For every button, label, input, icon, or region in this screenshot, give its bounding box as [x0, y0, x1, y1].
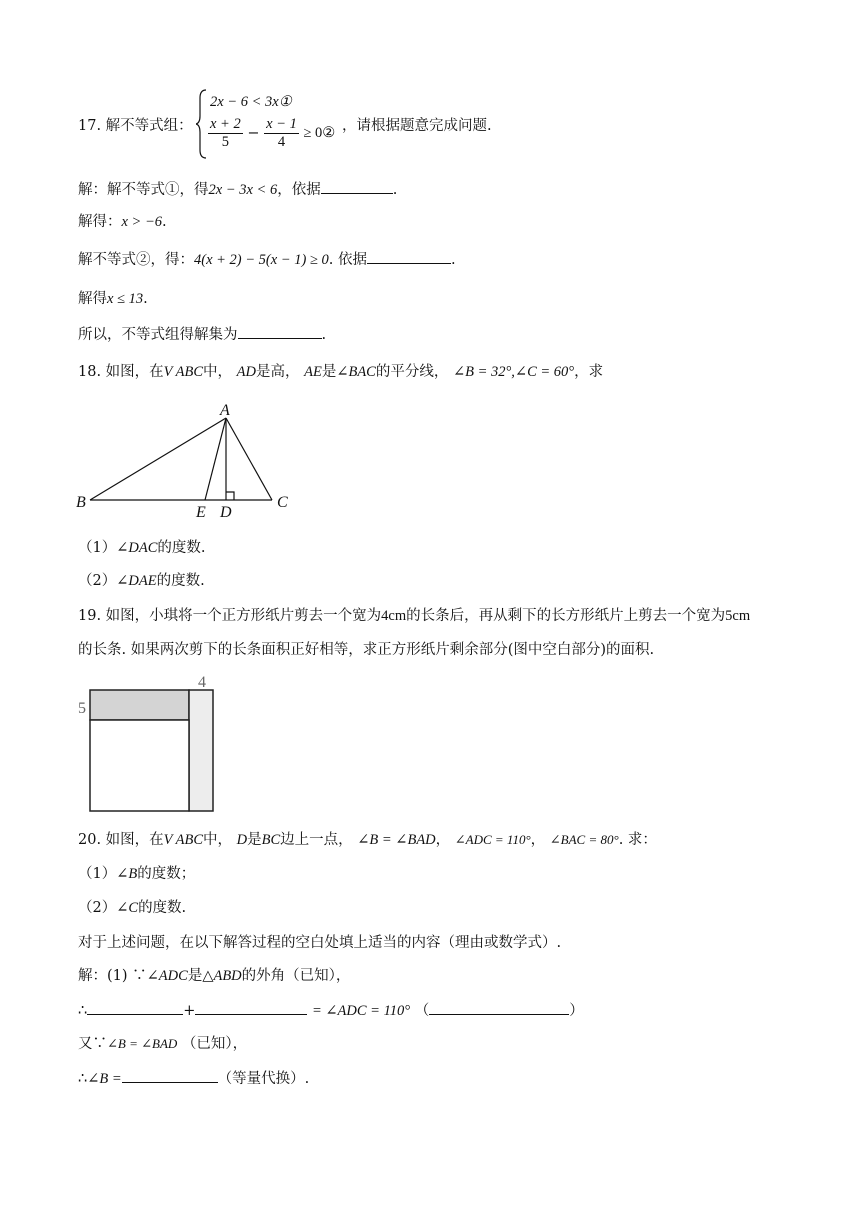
q17-step1: 解：解不等式①，得2x − 3x < 6，依据 .	[78, 179, 397, 200]
q17-step3: 解不等式②，得：4(x + 2) − 5(x − 1) ≥ 0. 依据 .	[78, 249, 456, 270]
q20-sol4: ∴∠B = （等量代换）.	[78, 1068, 309, 1089]
q18-part2: （2）∠DAE的度数.	[78, 573, 205, 589]
q19-square-figure	[76, 672, 222, 816]
blank-q20-2[interactable]	[195, 1000, 307, 1015]
bisector-ae	[205, 418, 226, 500]
q17-trail: ，请根据题意完成问题.	[342, 118, 492, 134]
blank-q17-3[interactable]	[238, 324, 322, 339]
q18-part1: （1）∠DAC的度数.	[78, 540, 206, 556]
blank-q17-2[interactable]	[367, 249, 451, 264]
blank-q20-1[interactable]	[87, 1000, 183, 1015]
label-D: D	[220, 504, 232, 521]
q18-triangle-figure	[74, 398, 304, 522]
q20-instruction: 对于上述问题，在以下解答过程的空白处填上适当的内容（理由或数学式）.	[78, 935, 562, 951]
strip-5cm	[90, 690, 189, 720]
blank-q17-1[interactable]	[321, 179, 393, 194]
q19-line1: 19. 如图，小琪将一个正方形纸片剪去一个宽为4cm的长条后，再从剩下的长方形纸片上剪去一个宽为5cm	[78, 608, 751, 624]
side-ac	[226, 418, 272, 500]
strip-4cm	[189, 690, 213, 811]
q17-ineq2: $\frac{x + 2}{5}$ − $\frac{x - 1}{4}$ ≥ 0②	[210, 116, 336, 150]
q17-frac1: $\frac{x + 2}{5}$	[210, 116, 241, 150]
q20-sol1: 解：(1) ∵∠ADC是△ABD的外角（已知），	[78, 968, 351, 984]
q19-line2: 的长条. 如果两次剪下的长条面积正好相等，求正方形纸片剩余部分(图中空白部分)的面积.	[78, 642, 655, 658]
q20-part1: （1）∠B的度数；	[78, 866, 196, 882]
blank-q20-3[interactable]	[429, 1000, 569, 1015]
q17-step5: 所以，不等式组得解集为 .	[78, 324, 326, 345]
q20-sol3: 又∵∠B = ∠BAD （已知），	[78, 1036, 248, 1052]
q17-frac2: $\frac{x - 1}{4}$	[266, 116, 297, 150]
label-A: A	[220, 402, 230, 419]
q17-step2: 解得：x > −6.	[78, 214, 167, 230]
q20-sol2: ∴ + = ∠ADC = 110° （ ）	[78, 1000, 584, 1021]
q17-brace	[196, 88, 208, 160]
label-B: B	[76, 494, 86, 511]
side-ab	[90, 418, 226, 500]
label-4: 4	[198, 674, 206, 691]
q17-lead: 17. 解不等式组：	[78, 118, 193, 134]
label-E: E	[196, 504, 206, 521]
q18-stem: 18. 如图，在V ABC中， AD是高， AE是∠BAC的平分线， ∠B = 32°,∠C = 60°，求	[78, 364, 604, 380]
q20-part2: （2）∠C的度数.	[78, 900, 187, 916]
q17-ineq1: 2x − 6 < 3x①	[210, 94, 292, 110]
q20-stem: 20. 如图，在V ABC中， D是BC边上一点， ∠B = ∠BAD， ∠ADC = 110°， ∠BAC = 80°. 求：	[78, 832, 657, 848]
label-C: C	[277, 494, 288, 511]
remaining-region	[90, 720, 189, 811]
blank-q20-4[interactable]	[122, 1068, 218, 1083]
q17-step4: 解得x ≤ 13.	[78, 291, 148, 307]
label-5: 5	[78, 700, 86, 717]
right-angle-mark	[226, 492, 234, 500]
